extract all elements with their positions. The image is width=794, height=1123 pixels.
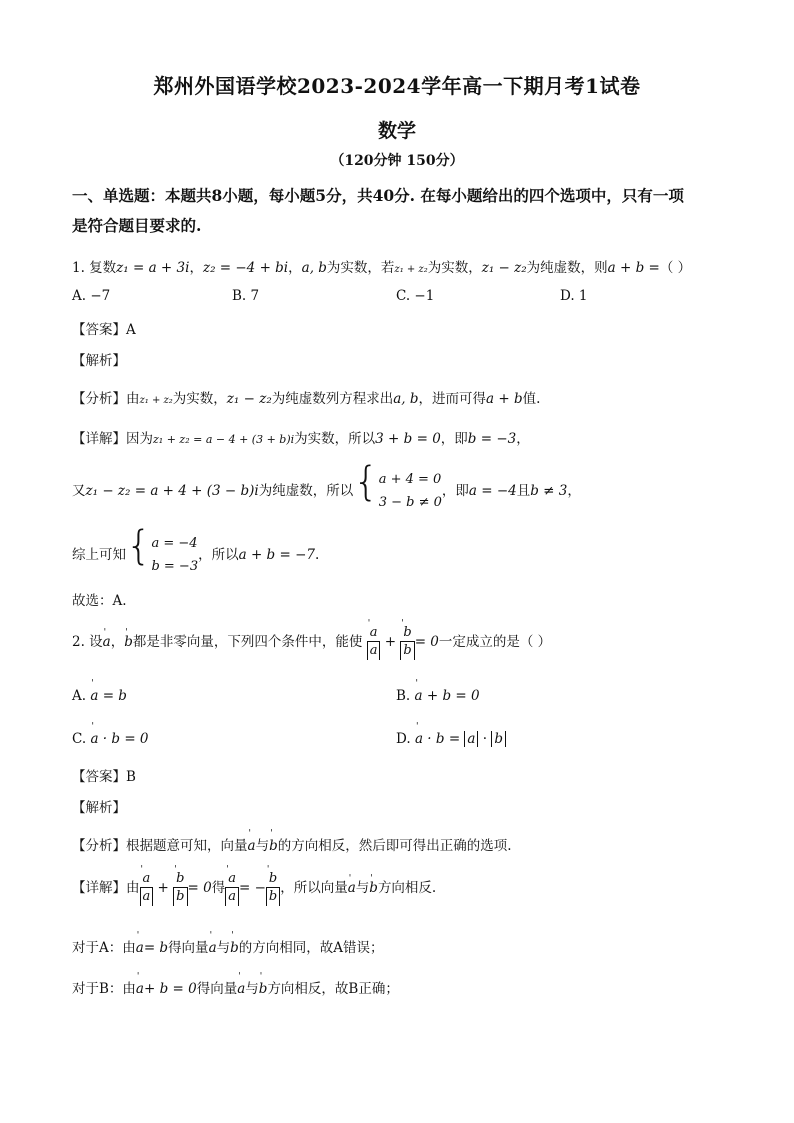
q2-option-c: C. ' a · b = 0 bbox=[72, 731, 149, 747]
q2-answer: 【答案】B bbox=[72, 769, 136, 785]
fraction: ' $\frac{a}{a}$ bbox=[140, 871, 154, 906]
q1-xiangjie-line1: 【详解】因为z₁ + z₂ = a − 4 + (3 + b)i为实数，所以3 + b = 0，即b = −3， bbox=[72, 431, 530, 447]
q2-option-d: D. ' a · b = a · b bbox=[396, 731, 506, 747]
q1-option-a: A. −7 bbox=[72, 288, 111, 304]
fraction: ' $\frac{a}{a}$ bbox=[225, 871, 239, 906]
exam-time: （120分钟 150分） bbox=[330, 153, 464, 169]
equation-system: a = −4 b = −3 bbox=[151, 536, 199, 574]
q1-analysis-tag: 【解析】 bbox=[72, 353, 126, 369]
q2-fenxi: 【分析】根据题意可知，向量' a与' b的方向相反，然后即可得出正确的选项. bbox=[72, 834, 512, 854]
q1-option-c: C. −1 bbox=[396, 288, 435, 304]
q2-for-a: 对于A：由' a= b得向量' a与' b的方向相同，故A错误； bbox=[72, 936, 384, 956]
q1-choose: 故选：A. bbox=[72, 593, 127, 609]
q1-xiangjie-line3: 综上可知{ a = −4 b = −3 ，所以a + b = −7. bbox=[72, 526, 319, 578]
fraction: ' $\frac{b}{b}$ bbox=[173, 871, 187, 906]
q1-option-d: D. 1 bbox=[560, 288, 588, 304]
section-heading-line2: 是符合题目要求的. bbox=[72, 216, 202, 235]
q2-option-a: A. ' a = b bbox=[72, 688, 127, 704]
q1-stem: 1. 复数z₁ = a + 3i，z₂ = −4 + bi，a, b为实数，若z₁ + z₂为实数，z₁ − z₂为纯虚数，则a + b =（ ） bbox=[72, 260, 692, 276]
q1-answer: 【答案】A bbox=[72, 322, 136, 338]
fraction: ' $\frac{a}{a}$ bbox=[367, 625, 381, 660]
section-heading-line1: 一、单选题：本题共8小题，每小题5分，共40分. 在每小题给出的四个选项中，只有一项 bbox=[72, 186, 684, 205]
equation-system: a + 4 = 0 3 − b ≠ 0 bbox=[378, 472, 442, 510]
q1-fenxi: 【分析】由z₁ + z₂为实数，z₁ − z₂为纯虚数列方程求出a, b，进而可得a + b值. bbox=[72, 391, 541, 407]
left-brace: { bbox=[353, 459, 379, 505]
q2-xiangjie: 【详解】由 ' $\frac{a}{a}$ + ' $\frac{b}{b}$ = 0得 ' $\frac{a}{a}$ = − ' $\frac{b}{b}$ ，所以向量' a与' b方向相反. bbox=[72, 866, 436, 910]
subject-title: 数学 bbox=[377, 120, 416, 142]
page-title: 郑州外国语学校2023-2024学年高一下期月考1试卷 bbox=[153, 74, 641, 98]
q2-analysis-tag: 【解析】 bbox=[72, 800, 126, 816]
fraction: ' $\frac{b}{b}$ bbox=[266, 871, 280, 906]
fraction: ' $\frac{b}{b}$ bbox=[400, 625, 414, 660]
left-brace: { bbox=[126, 523, 152, 569]
q1-xiangjie-line2: 又z₁ − z₂ = a + 4 + (3 − b)i为纯虚数，所以{ a + 4 = 0 3 − b ≠ 0 ，即a = −4且b ≠ 3， bbox=[72, 462, 581, 514]
q2-stem: 2. 设' a，' b都是非零向量，下列四个条件中，能使 ' $\frac{a}{a}$ + ' $\frac{b}{b}$ = 0一定成立的是（ ） bbox=[72, 620, 551, 664]
q1-option-b: B. 7 bbox=[232, 288, 260, 304]
q2-option-b: B. ' a + b = 0 bbox=[396, 688, 480, 704]
q2-for-b: 对于B：由' a+ b = 0得向量' a与' b方向相反，故B正确； bbox=[72, 977, 399, 997]
